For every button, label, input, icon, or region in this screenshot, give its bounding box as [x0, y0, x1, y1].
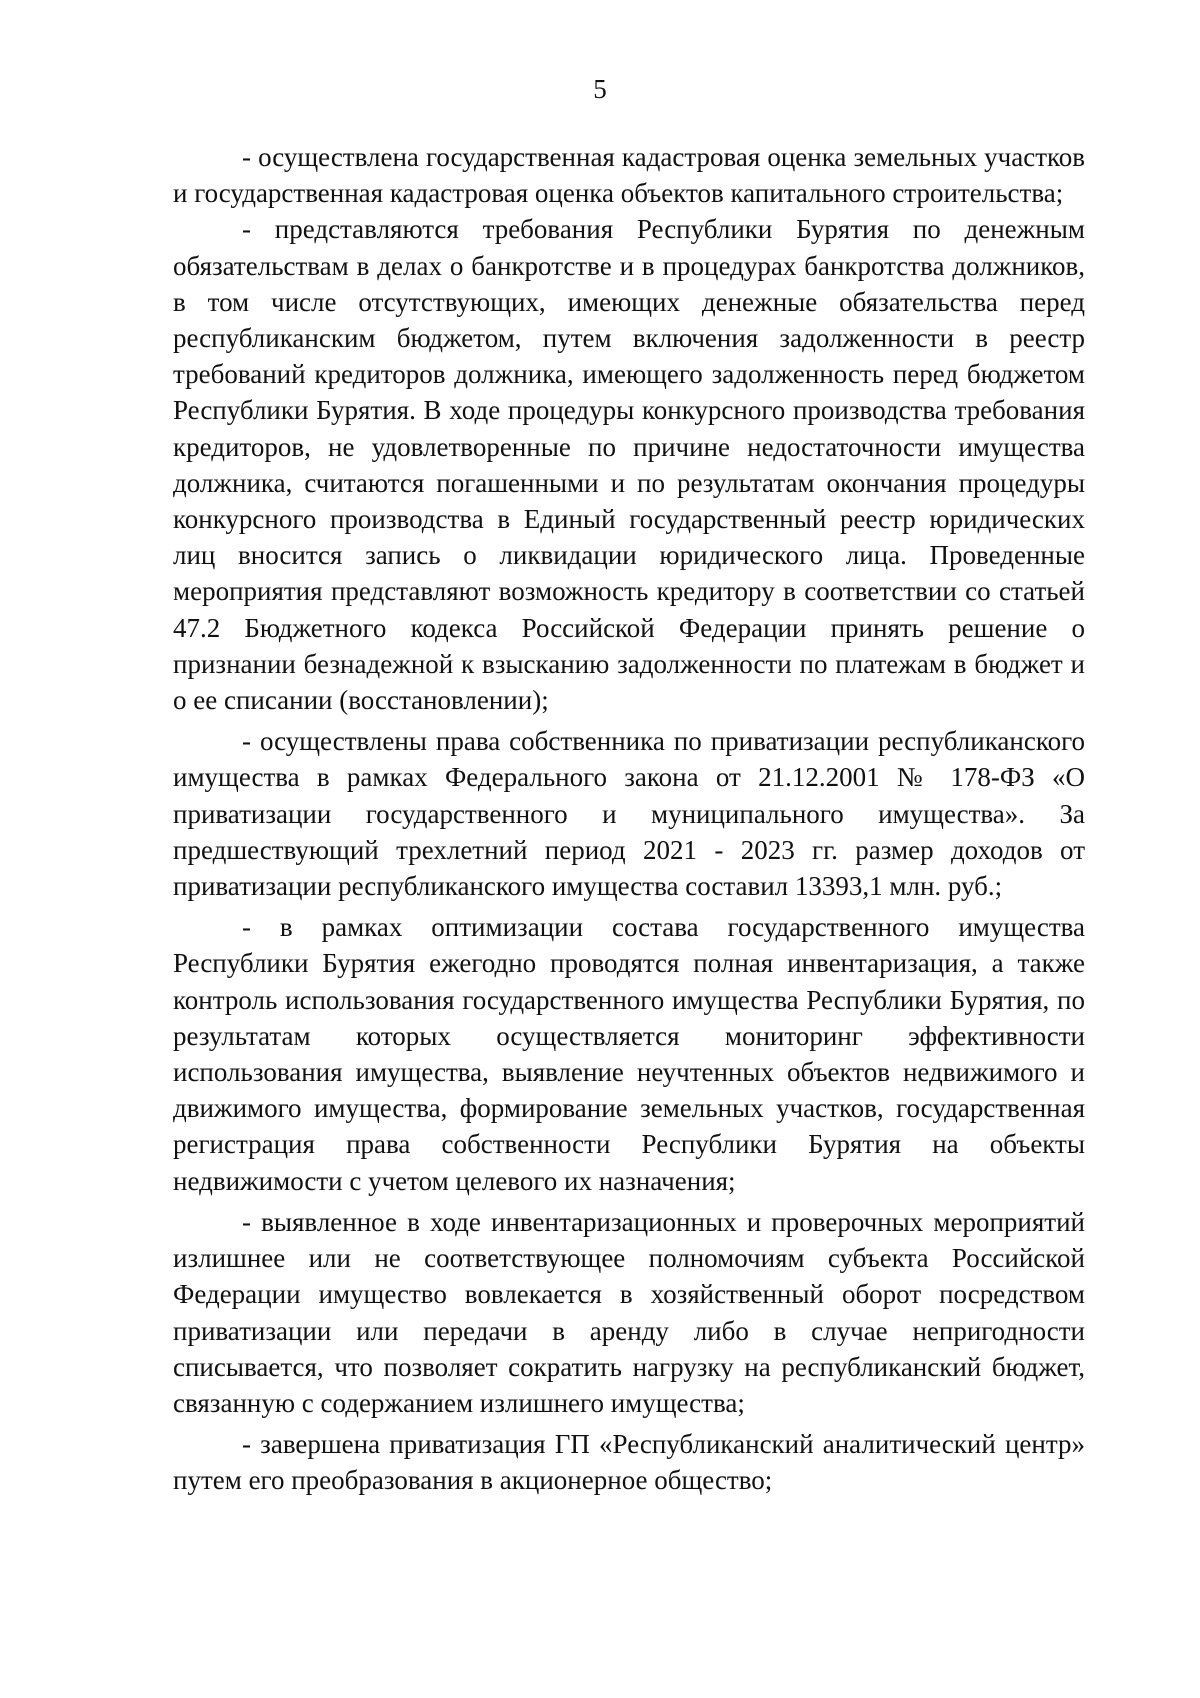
paragraph-bankruptcy-claims: - представляются требования Республики Бурятия по денежным обязательствам в делах о банкротстве и в процедурах банкротства должников, в том числе отсутствующих, имеющих денежные обязательства перед республиканским бюджетом, путем включения задолженности в реестр требований кредиторов должника, имеющего задолженность перед бюджетом Республики Бурятия. В ходе процедуры конкурсного производства требования кредиторов, не удовлетворенные по причине недостаточности имущества должника, считаются погашенными и по результатам окончания процедуры конкурсного производства в Единый государственный реестр юридических лиц вносится запись о ликвидации юридического лица. Проведенные мероприятия представляют возможность кредитору в соответствии со статьей 47.2 Бюджетного кодекса Российской Федерации принять решение о признании безнадежной к взысканию задолженности по платежам в бюджет и о ее списании (восстановлении);	[173, 214, 1085, 716]
paragraph-inventory-optimization: - в рамках оптимизации состава государственного имущества Республики Бурятия ежегодно проводятся полная инвентаризация, а также контроль использования государственного имущества Республики Бурятия, по результатам которых осуществляется мониторинг эффективности использования имущества, выявление неучтенных объектов недвижимого и движимого имущества, формирование земельных участков, государственная регистрация права собственности Республики Бурятия на объекты недвижимости с учетом целевого их назначения;	[173, 912, 1085, 1196]
page-number: 5	[593, 74, 607, 104]
paragraph-analytical-center-privatization: - завершена приватизация ГП «Республиканский аналитический центр» путем его преобразования в акционерное общество;	[173, 1429, 1085, 1496]
paragraph-surplus-property: - выявленное в ходе инвентаризационных и проверочных мероприятий излишнее или не соответствующее полномочиям субъекта Российской Федерации имущество вовлекается в хозяйственный оборот посредством приватизации или передачи в аренду либо в случае непригодности списывается, что позволяет сократить нагрузку на республиканский бюджет, связанную с содержанием излишнего имущества;	[173, 1206, 1085, 1418]
paragraph-cadastral-valuation: - осуществлена государственная кадастровая оценка земельных участков и государственная кадастровая оценка объектов капитального строительства;	[173, 142, 1085, 209]
paragraph-privatization-rights: - осуществлены права собственника по приватизации республиканского имущества в рамках Федерального закона от 21.12.2001 № 178-ФЗ «О приватизации государственного и муниципального имущества». За предшествующий трехлетний период 2021 - 2023 гг. размер доходов от приватизации республиканского имущества составил 13393,1 млн. руб.;	[173, 726, 1085, 902]
document-body	[173, 139, 1085, 1499]
